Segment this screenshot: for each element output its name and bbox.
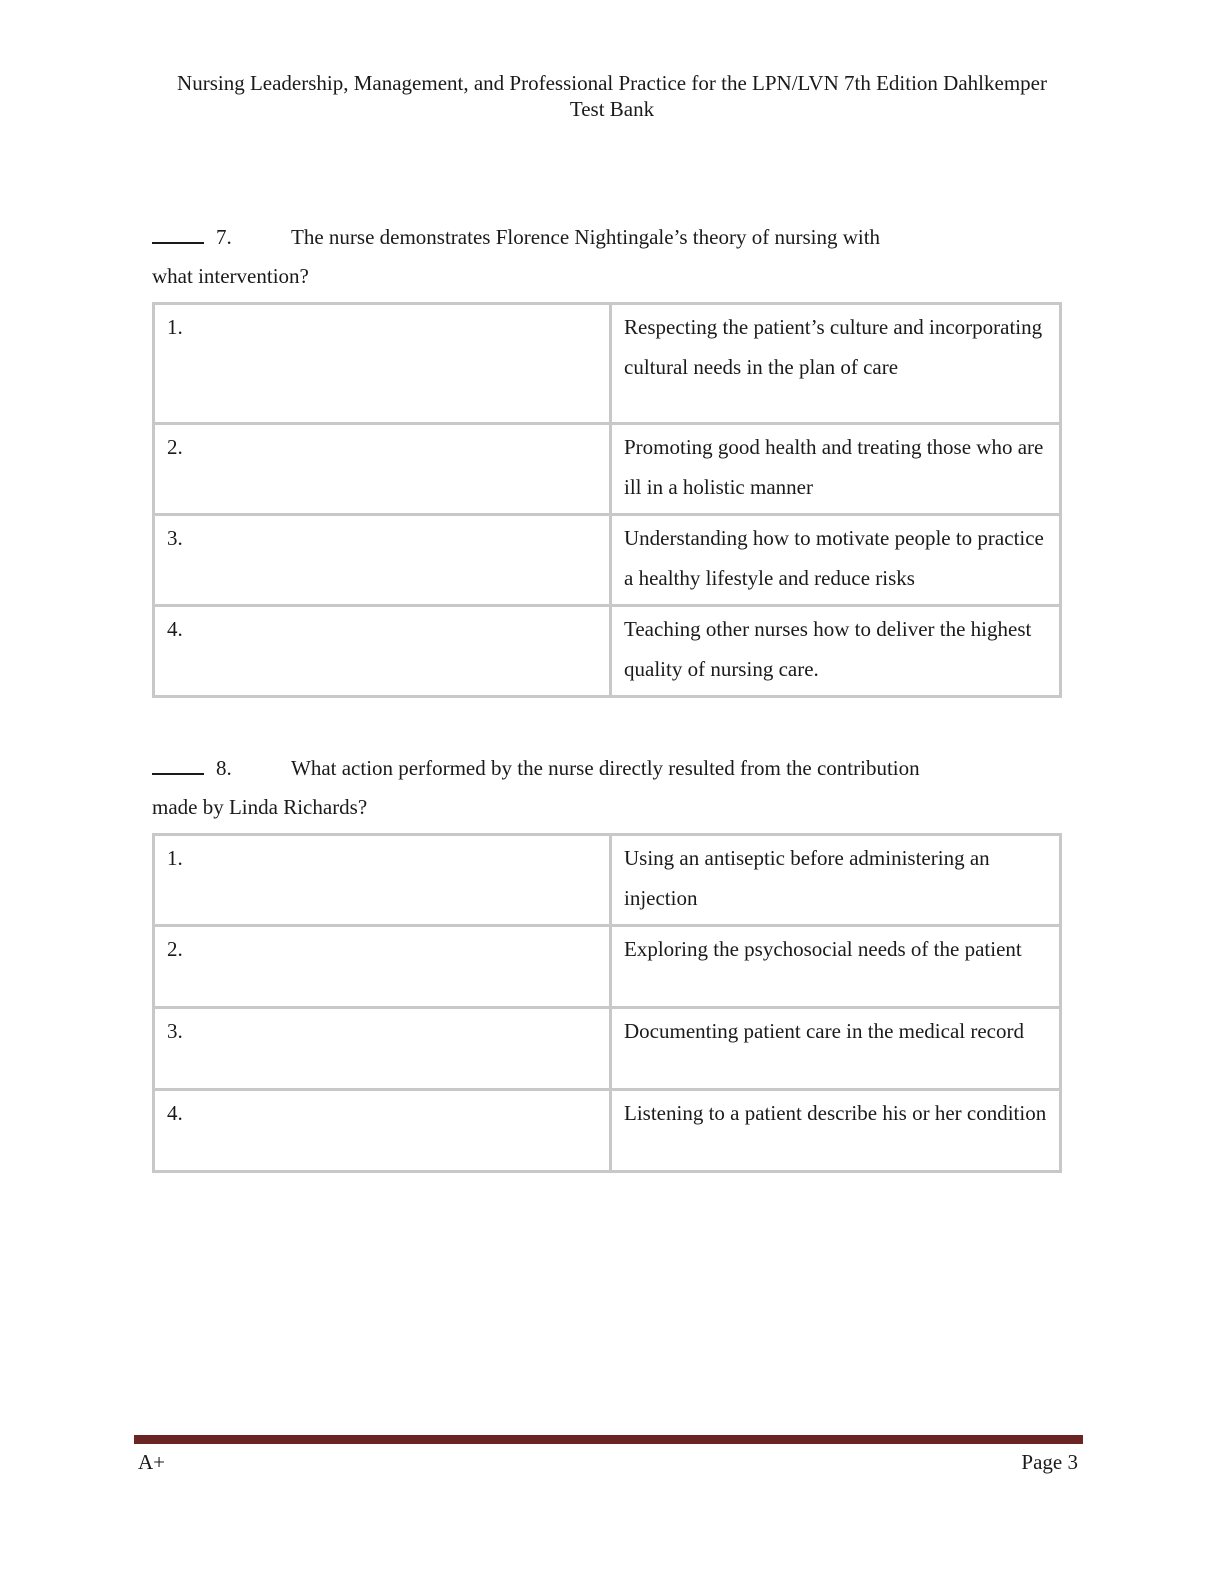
question-text-line1: The nurse demonstrates Florence Nightingale’s theory of nursing with bbox=[291, 225, 881, 249]
choice-row bbox=[154, 304, 1061, 424]
question-stem bbox=[152, 749, 1062, 827]
header-title-line2: Test Bank bbox=[569, 97, 655, 121]
question-text-line2: made by Linda Richards? bbox=[152, 795, 368, 819]
page-number: Page 3 bbox=[1021, 1450, 1078, 1474]
choice-row bbox=[154, 606, 1061, 697]
footer-divider bbox=[134, 1435, 1083, 1444]
question-number: 8. bbox=[216, 756, 232, 780]
question-7 bbox=[152, 218, 1062, 698]
answer-blank[interactable] bbox=[152, 224, 204, 244]
choice-text: Listening to a patient describe his or her condition bbox=[611, 1090, 1061, 1172]
page-header bbox=[0, 70, 1224, 122]
choices-table bbox=[152, 833, 1062, 1173]
choice-row bbox=[154, 1090, 1061, 1172]
choice-number: 3. bbox=[154, 1008, 611, 1090]
question-8 bbox=[152, 749, 1062, 1173]
choices-table bbox=[152, 302, 1062, 698]
choice-row bbox=[154, 1008, 1061, 1090]
choice-number: 4. bbox=[154, 606, 611, 697]
answer-blank[interactable] bbox=[152, 755, 204, 775]
choice-number: 2. bbox=[154, 424, 611, 515]
choice-text: Exploring the psychosocial needs of the patient bbox=[611, 926, 1061, 1008]
question-text-line1: What action performed by the nurse directly resulted from the contribution bbox=[291, 756, 920, 780]
footer-grade: A+ bbox=[138, 1450, 166, 1474]
choice-number: 2. bbox=[154, 926, 611, 1008]
choice-text: Promoting good health and treating those who are ill in a holistic manner bbox=[611, 424, 1061, 515]
choice-number: 1. bbox=[154, 835, 611, 926]
choice-row bbox=[154, 926, 1061, 1008]
question-text-line2: what intervention? bbox=[152, 264, 309, 288]
choice-text: Understanding how to motivate people to practice a healthy lifestyle and reduce risks bbox=[611, 515, 1061, 606]
choice-row bbox=[154, 424, 1061, 515]
choice-text: Teaching other nurses how to deliver the highest quality of nursing care. bbox=[611, 606, 1061, 697]
choice-number: 1. bbox=[154, 304, 611, 424]
choice-text: Using an antiseptic before administering an injection bbox=[611, 835, 1061, 926]
choice-text: Respecting the patient’s culture and incorporating cultural needs in the plan of care bbox=[611, 304, 1061, 424]
question-number: 7. bbox=[216, 225, 232, 249]
choice-number: 3. bbox=[154, 515, 611, 606]
choice-text: Documenting patient care in the medical record bbox=[611, 1008, 1061, 1090]
question-stem bbox=[152, 218, 1062, 296]
choice-number: 4. bbox=[154, 1090, 611, 1172]
choice-row bbox=[154, 515, 1061, 606]
header-title-line1: Nursing Leadership, Management, and Professional Practice for the LPN/LVN 7th Edition Dahlkemper bbox=[177, 71, 1047, 95]
choice-row bbox=[154, 835, 1061, 926]
